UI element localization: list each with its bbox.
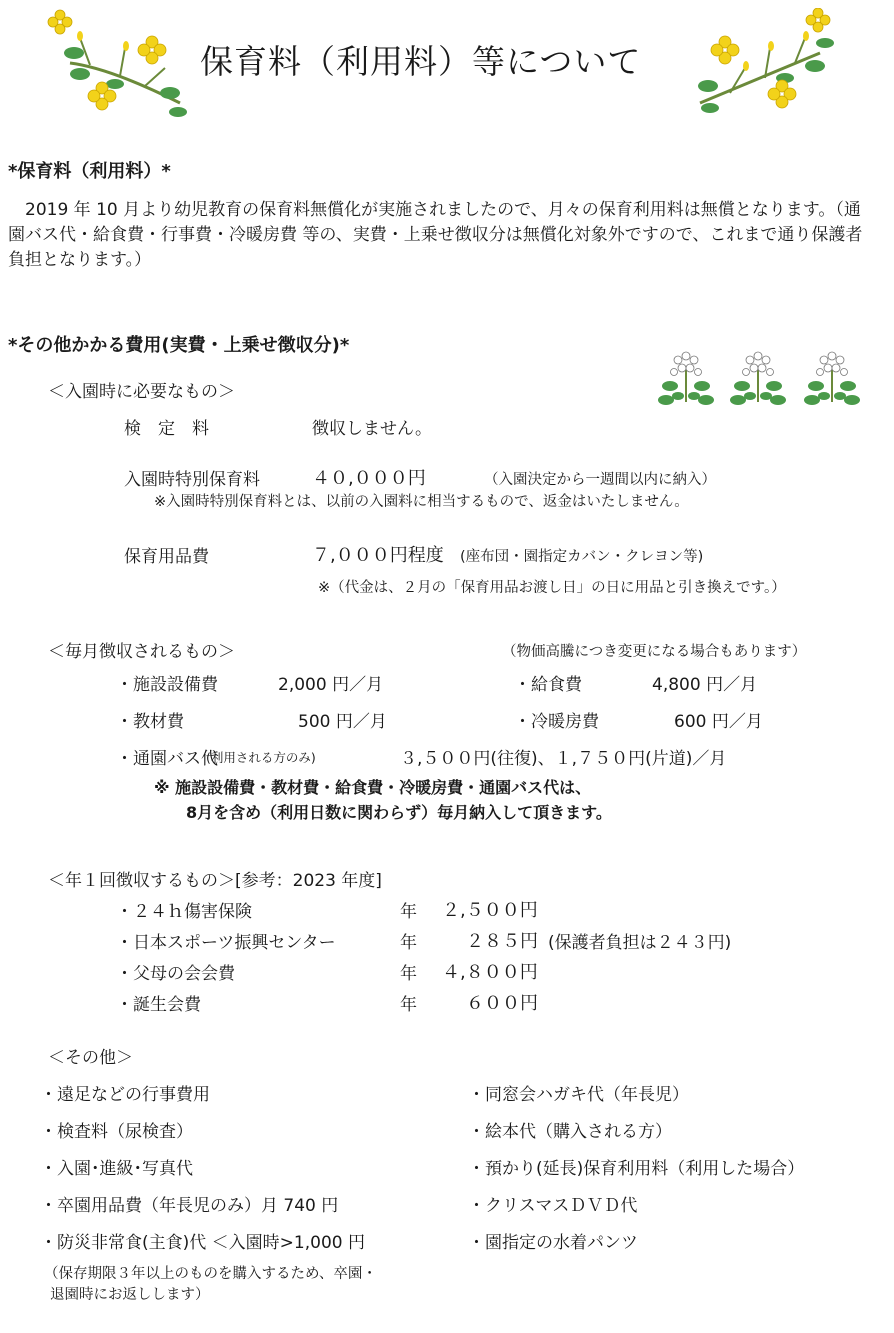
supplies-items: (座布団・園指定カバン・クレヨン等) bbox=[460, 549, 704, 565]
section-heading-fee: *保育料（利用料）* bbox=[8, 161, 171, 182]
monthly-note: （物価高騰につき変更になる場合もあります） bbox=[502, 644, 807, 660]
other-heading: ＜その他＞ bbox=[48, 1048, 133, 1068]
exam-fee-value: 徴収しません。 bbox=[312, 419, 433, 439]
supplies-value: ７,０００円程度 bbox=[312, 545, 444, 566]
other-item-right: ・預かり(延長)保育利用料（利用した場合） bbox=[468, 1159, 805, 1179]
other-item-right: ・同窓会ハガキ代（年長児） bbox=[468, 1085, 689, 1105]
other-item-left: ・卒園用品費（年長児のみ）月 740 円 bbox=[40, 1196, 339, 1216]
exam-fee-label: 検 定 料 bbox=[124, 419, 209, 439]
yearly-row-label: ・誕生会費 bbox=[116, 995, 201, 1015]
yearly-row-per: 年 bbox=[400, 995, 417, 1015]
fee-paragraph: 2019 年 10 月より幼児教育の保育料無償化が実施されましたので、月々の保育利用料は無償となります。（通園バス代・給食費・行事費・冷暖房費 等の、実費・上乗せ徴収分は無償化対象外ですので、これまで通り保護者負担となります。） bbox=[8, 200, 863, 270]
yearly-row-per: 年 bbox=[400, 933, 417, 953]
clover-flowers-icon bbox=[656, 350, 866, 410]
other-item-left: ・防災非常食(主食)代 ＜入園時>1,000 円 bbox=[40, 1233, 365, 1253]
monthly-footnote-line2: 8月を含め（利用日数に関わらず）毎月納入して頂きます。 bbox=[186, 803, 612, 822]
yearly-row-per: 年 bbox=[400, 964, 417, 984]
yearly-row-label: ・父母の会会費 bbox=[116, 964, 235, 984]
yearly-row-note: (保護者負担は２４３円) bbox=[548, 933, 732, 953]
other-footnote-line1: （保存期限３年以上のものを購入するため、卒園・ bbox=[44, 1266, 377, 1282]
supplies-footnote: ※（代金は、２月の「保育用品お渡し日」の日に用品と引き換えです。） bbox=[318, 580, 786, 596]
special-fee-label: 入園時特別保育料 bbox=[124, 470, 260, 490]
lunch-fee-label: ・給食費 bbox=[514, 675, 582, 695]
yearly-row-label: ・日本スポーツ振興センター bbox=[116, 933, 336, 953]
monthly-footnote-line1: ※ 施設設備費・教材費・給食費・冷暖房費・通園バス代は、 bbox=[154, 778, 592, 797]
other-item-left: ・入園･進級･写真代 bbox=[40, 1159, 193, 1179]
page-title: 保育料（利用料）等について bbox=[200, 42, 642, 81]
heating-fee-value: 600 円／月 bbox=[674, 712, 763, 732]
monthly-heading: ＜毎月徴収されるもの＞ bbox=[48, 642, 235, 662]
bus-fee-value: ３,５００円(往復)、１,７５０円(片道)／月 bbox=[400, 749, 727, 769]
yearly-row-value: ２８５円 bbox=[466, 931, 538, 952]
bus-fee-condition: (利用される方のみ) bbox=[206, 750, 316, 765]
yearly-row-value: ６００円 bbox=[466, 993, 538, 1014]
yearly-row-per: 年 bbox=[400, 902, 417, 922]
lunch-fee-value: 4,800 円／月 bbox=[652, 675, 758, 695]
section-heading-other-costs: *その他かかる費用(実費・上乗せ徴収分)* bbox=[8, 335, 350, 356]
special-fee-value: ４０,０００円 bbox=[312, 468, 426, 489]
facility-fee-label: ・施設設備費 bbox=[116, 675, 218, 695]
facility-fee-value: 2,000 円／月 bbox=[278, 675, 384, 695]
materials-fee-value: 500 円／月 bbox=[298, 712, 387, 732]
special-fee-footnote: ※入園時特別保育料とは、以前の入園料に相当するもので、返金はいたしません。 bbox=[154, 494, 689, 510]
bus-fee-label: ・通園バス代 bbox=[116, 749, 218, 769]
admission-heading: ＜入園時に必要なもの＞ bbox=[48, 382, 235, 402]
supplies-label: 保育用品費 bbox=[124, 547, 209, 567]
other-item-left: ・検査料（尿検査） bbox=[40, 1122, 193, 1142]
yearly-row-label: ・２４ｈ傷害保険 bbox=[116, 902, 252, 922]
flower-branch-icon-right bbox=[690, 8, 840, 118]
heating-fee-label: ・冷暖房費 bbox=[514, 712, 599, 732]
special-fee-note: （入園決定から一週間以内に納入） bbox=[484, 472, 716, 488]
other-item-right: ・園指定の水着パンツ bbox=[468, 1233, 638, 1253]
other-item-right: ・クリスマスＤＶＤ代 bbox=[468, 1196, 638, 1216]
other-footnote-line2: 退園時にお返しします） bbox=[50, 1287, 210, 1303]
materials-fee-label: ・教材費 bbox=[116, 712, 184, 732]
yearly-row-value: ２,５００円 bbox=[442, 900, 538, 921]
other-item-left: ・遠足などの行事費用 bbox=[40, 1085, 210, 1105]
other-item-right: ・絵本代（購入される方） bbox=[468, 1122, 672, 1142]
flower-branch-icon-left bbox=[40, 8, 200, 118]
yearly-row-value: ４,８００円 bbox=[442, 962, 538, 983]
yearly-heading: ＜年１回徴収するもの＞[参考：2023 年度] bbox=[48, 871, 382, 891]
